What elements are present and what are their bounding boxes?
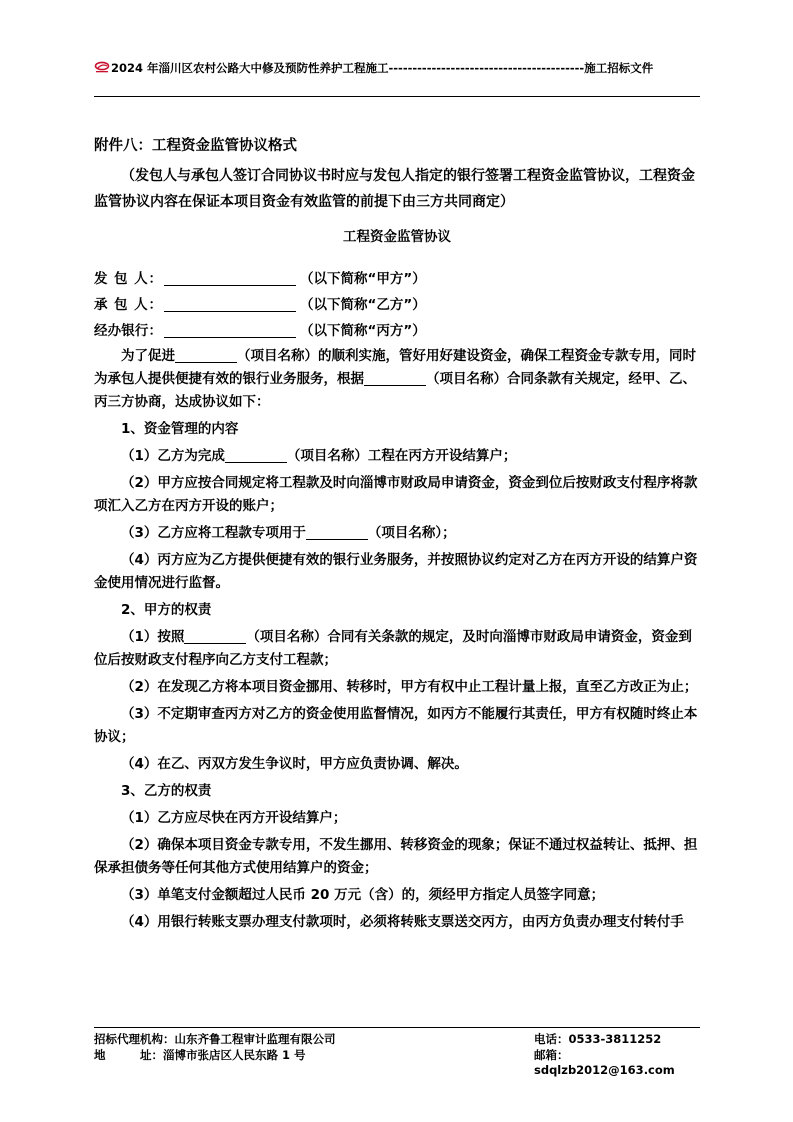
footer-divider	[94, 1027, 700, 1028]
fill-blank[interactable]	[164, 323, 296, 338]
clause-text: （项目名称）工程在丙方开设结算户；	[286, 448, 517, 464]
clause-text: （项目名称）合同有关条款的规定，及时向淄博市财政局申请资金，资金到位后按财政支付程序向乙方支付工程款；	[94, 629, 692, 668]
fill-blank[interactable]	[225, 448, 287, 463]
footer-phone: 电话：0533-3811252	[534, 1032, 662, 1046]
footer-address: 地 址：淄博市张店区人民东路 1 号	[94, 1048, 306, 1062]
fill-blank[interactable]	[364, 371, 426, 386]
annex-heading: 附件八：工程资金监管协议格式	[94, 138, 297, 154]
annex-note: （发包人与承包人签订合同协议书时应与发包人指定的银行签署工程资金监管协议，工程资金监管协议内容在保证本项目资金有效监管的前提下由三方共同商定）	[94, 168, 695, 210]
page-footer	[94, 1032, 700, 1077]
party-employer	[94, 267, 700, 291]
clause: （3）不定期审查丙方对乙方的资金使用监督情况，如丙方不能履行其责任，甲方有权随时终止本协议；	[94, 706, 698, 745]
intro-text: （项目名称）合同条款有关规定，经甲、乙、丙三方协商，达成协议如下：	[94, 371, 696, 410]
clause: （2）确保本项目资金专款专用，不发生挪用、转移资金的现象；保证不通过权益转让、抵押、担保承担债务等任何其他方式使用结算户的资金；	[94, 837, 698, 876]
clause: （4）丙方应为乙方提供便捷有效的银行业务服务，并按照协议约定对乙方在丙方开设的结算户资金使用情况进行监督。	[94, 552, 698, 591]
clause: （4）在乙、丙双方发生争议时，甲方应负责协调、解决。	[121, 756, 468, 772]
fill-blank[interactable]	[175, 348, 237, 363]
clause: （2）在发现乙方将本项目资金挪用、转移时，甲方有权中止工程计量上报，直至乙方改正为止；	[121, 679, 698, 695]
fill-blank[interactable]	[164, 297, 296, 312]
intro-text: （项目名称）的顺利实施，管好用好建设资金，确保工程资金专款专用，同时为承包人提供便捷有效的银行业务服务，根据	[94, 348, 696, 387]
intro-paragraph	[94, 345, 700, 414]
party-label: 经办银行：	[94, 323, 162, 339]
fill-blank[interactable]	[164, 271, 296, 286]
document-body	[94, 128, 700, 938]
clause	[94, 626, 700, 672]
clause	[94, 522, 700, 545]
agreement-title: 工程资金监管协议	[343, 229, 451, 245]
header-divider	[94, 96, 700, 97]
fill-blank[interactable]	[184, 629, 246, 644]
clause-text: （1）乙方为完成	[121, 448, 225, 464]
clause: （4）用银行转账支票办理支付款项时，必须将转账支票送交丙方，由丙方负责办理支付转付手	[121, 914, 684, 930]
clause	[94, 445, 700, 468]
section-title: 1、资金管理的内容	[121, 421, 239, 437]
party-label: 承 包 人：	[94, 297, 162, 313]
clause: （2）甲方应按合同规定将工程款及时向淄博市财政局申请资金，资金到位后按财政支付程序将款项汇入乙方在丙方开设的账户；	[94, 475, 698, 514]
company-logo-icon	[94, 61, 110, 73]
footer-agency: 招标代理机构：山东齐鲁工程审计监理有限公司	[94, 1032, 336, 1046]
section-title: 2、甲方的权责	[121, 602, 212, 618]
header-text: 2024 年淄川区农村公路大中修及预防性养护工程施工-----------------------------------------施工招标文件	[111, 61, 654, 75]
page-header	[94, 60, 700, 76]
party-suffix: （以下简称“乙方”）	[300, 297, 426, 313]
clause-text: （1）按照	[121, 629, 185, 645]
party-suffix: （以下简称“丙方”）	[300, 323, 426, 339]
section-title: 3、乙方的权责	[121, 783, 212, 799]
clause-text: （项目名称）；	[367, 525, 456, 541]
party-label: 发 包 人：	[94, 271, 162, 287]
clause: （1）乙方应尽快在丙方开设结算户；	[121, 810, 347, 826]
party-suffix: （以下简称“甲方”）	[300, 271, 426, 287]
footer-email: 邮箱：sdqlzb2012@163.com	[534, 1048, 675, 1077]
party-bank	[94, 319, 700, 343]
party-contractor	[94, 293, 700, 317]
fill-blank[interactable]	[306, 525, 368, 540]
intro-text: 为了促进	[121, 348, 175, 364]
clause: （3）单笔支付金额超过人民币 20 万元（含）的，须经甲方指定人员签字同意；	[121, 887, 605, 903]
clause-text: （3）乙方应将工程款专项用于	[121, 525, 306, 541]
